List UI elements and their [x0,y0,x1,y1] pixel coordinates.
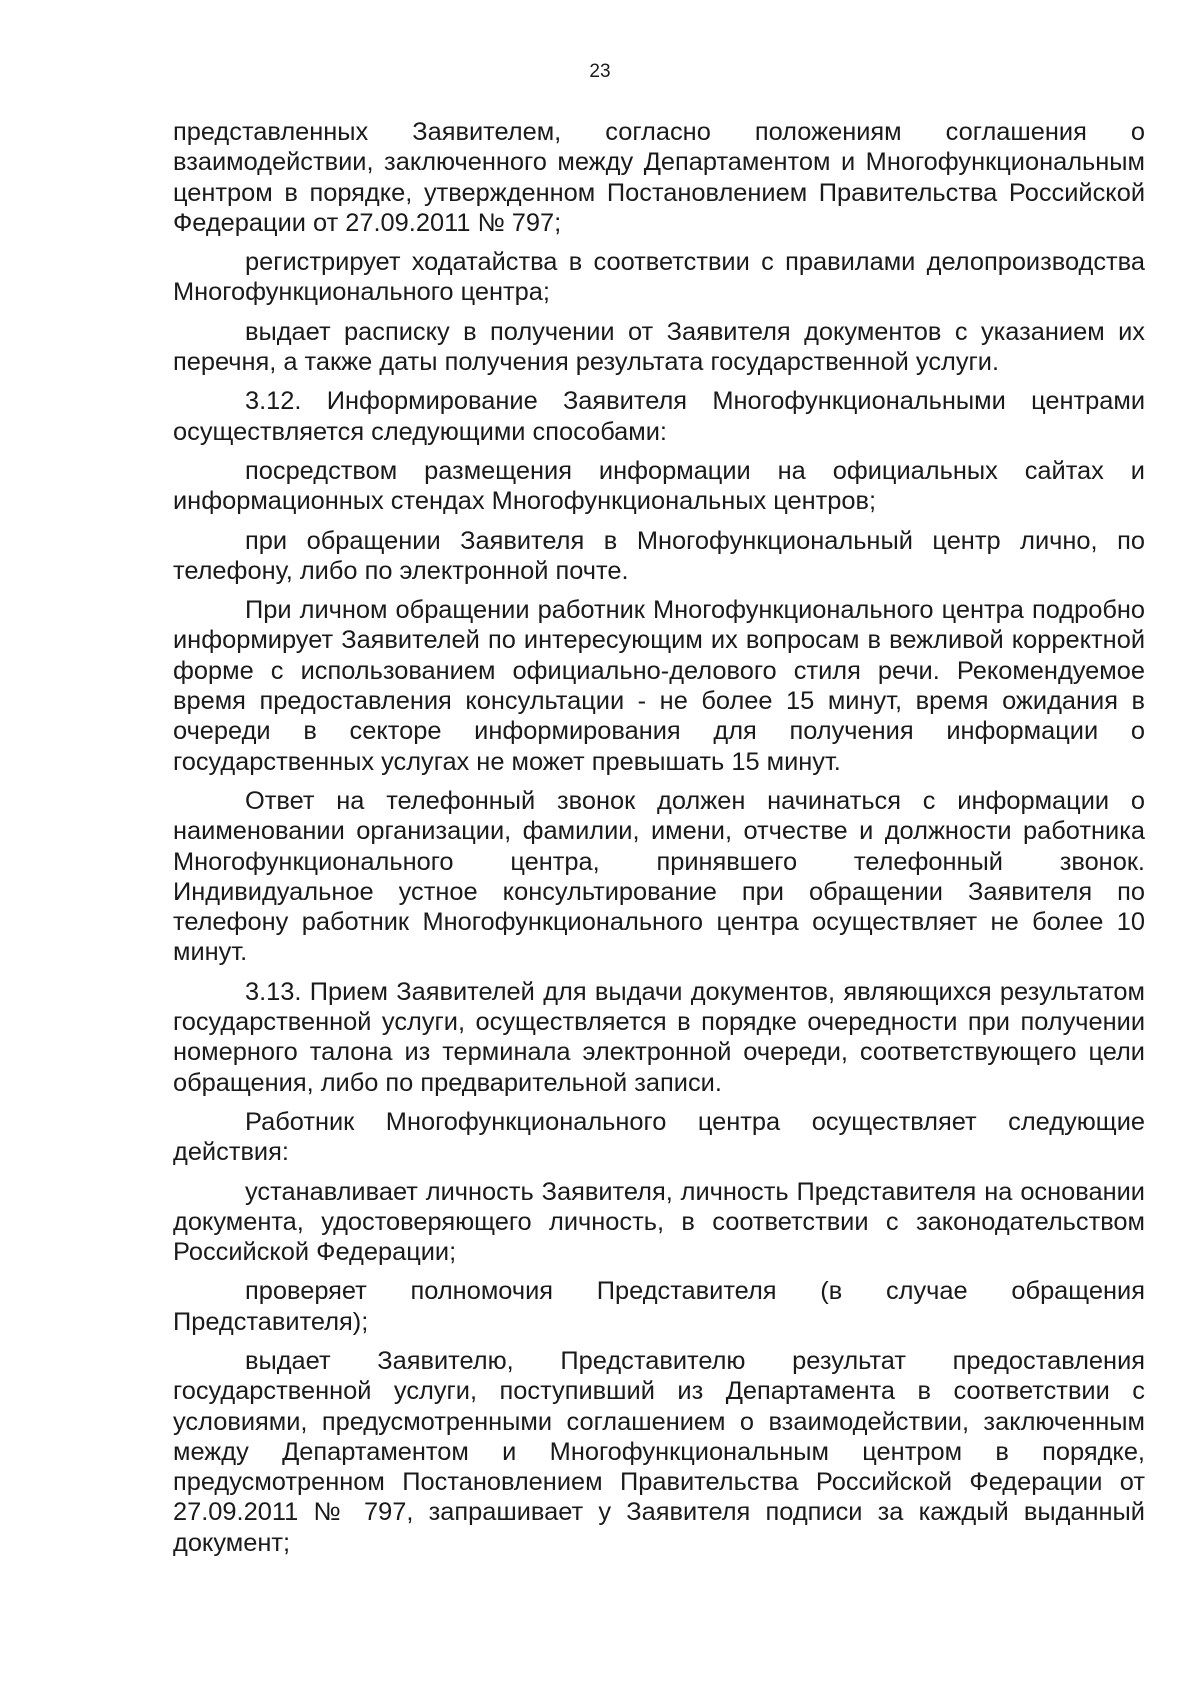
paragraph-11: устанавливает личность Заявителя, личность Представителя на основании документа, удостоверяющего личность, в соответствии с законодательством Российской Федерации; [173,1177,1145,1267]
paragraph-8: Ответ на телефонный звонок должен начинаться с информации о наименовании организации, фамилии, имени, отчестве и должности работника Многофункционального центра, принявшего телефонный звонок. Индивидуальное устное консультирование при обращении Заявителя по телефону работник Многофункционального центра осуществляет не более 10 минут. [173,786,1145,967]
paragraph-9: 3.13. Прием Заявителей для выдачи документов, являющихся результатом государственной услуги, осуществляется в порядке очередности при получении номерного талона из терминала электронной очереди, соответствующего цели обращения, либо по предварительной записи. [173,977,1145,1097]
paragraph-5: посредством размещения информации на официальных сайтах и информационных стендах Многофункциональных центров; [173,456,1145,516]
paragraph-2: регистрирует ходатайства в соответствии с правилами делопроизводства Многофункционального центра; [173,248,1145,307]
paragraph-3: выдает расписку в получении от Заявителя документов с указанием их перечня, а также даты получения результата государственной услуги. [173,317,1145,377]
page-number: 23 [589,61,611,82]
paragraph-7: При личном обращении работник Многофункционального центра подробно информирует Заявителей по интересующим их вопросам в вежливой корректной форме с использованием официально-делового стиля речи. Рекомендуемое время предоставления консультации - не более 15 минут, время ожидания в очереди в секторе информирования для получения информации о государственных услугах не может превышать 15 минут. [173,596,1145,776]
paragraph-13: выдает Заявителю, Представителю результат предоставления государственной услуги, поступивший из Департамента в соответствии с условиями, предусмотренными соглашением о взаимодействии, заключенным между Департаментом и Многофункциональным центром в порядке, предусмотренном Постановлением Правительства Российской Федерации от 27.09.2011 № 797, запрашивает у Заявителя подписи за каждый выданный документ; [173,1346,1145,1557]
paragraph-12: проверяет полномочия Представителя (в случае обращения Представителя); [173,1277,1145,1336]
document-body [173,117,1145,1567]
paragraph-10: Работник Многофункционального центра осуществляет следующие действия: [173,1107,1145,1167]
paragraph-4: 3.12. Информирование Заявителя Многофункциональными центрами осуществляется следующими способами: [173,387,1145,446]
paragraph-6: при обращении Заявителя в Многофункциональный центр лично, по телефону, либо по электронной почте. [173,526,1145,585]
paragraph-1: представленных Заявителем, согласно положениям соглашения о взаимодействии, заключенного между Департаментом и Многофункциональным центром в порядке, утвержденном Постановлением Правительства Российской Федерации от 27.09.2011 № 797; [173,118,1145,237]
